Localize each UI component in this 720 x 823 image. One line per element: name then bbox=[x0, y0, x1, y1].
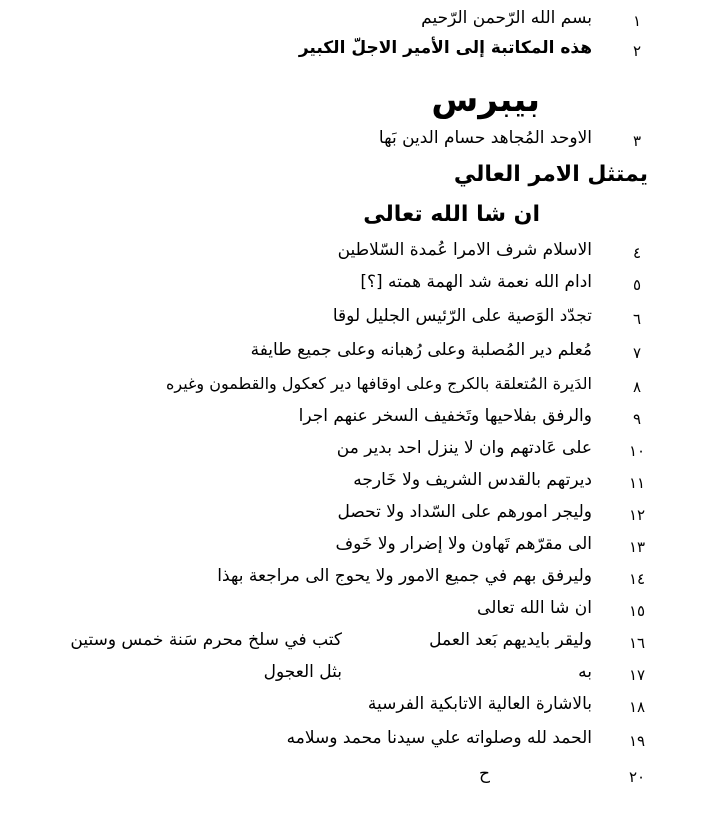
line-number: ٥ bbox=[632, 276, 642, 294]
text-line bbox=[0, 564, 720, 594]
line-text: الاوحد المُجاهد حسام الدين بَها bbox=[378, 128, 592, 148]
line-number: ١٦ bbox=[628, 634, 646, 652]
text-line bbox=[0, 692, 720, 722]
line-text: به bbox=[578, 662, 592, 682]
text-line bbox=[0, 660, 720, 690]
line-number: ١١ bbox=[628, 474, 646, 492]
line-text: بسم الله الرّحمن الرّحيم bbox=[421, 8, 592, 28]
line-number: ٩ bbox=[632, 410, 642, 428]
line-text: الى مقرّهم تَهاون ولا إضرار ولا خَوف bbox=[335, 534, 592, 554]
line-number: ٣ bbox=[632, 132, 642, 150]
line-text: ان شا الله تعالى bbox=[477, 598, 592, 618]
line-number: ٤ bbox=[632, 244, 642, 262]
line-number: ٦ bbox=[632, 310, 642, 328]
line-number: ٨ bbox=[632, 378, 642, 396]
line-text-left: بثل العجول bbox=[263, 662, 342, 682]
text-line bbox=[0, 6, 720, 36]
line-number: ١٠ bbox=[628, 442, 646, 460]
line-number: ٢٠ bbox=[628, 768, 646, 786]
line-number: ١٧ bbox=[628, 666, 646, 684]
text-line bbox=[0, 596, 720, 626]
text-line bbox=[0, 36, 720, 66]
line-text: مُعلم دير المُصلبة وعلى رُهبانه وعلى جميع طايفة bbox=[250, 340, 592, 360]
text-line bbox=[0, 126, 720, 156]
line-text: الحمد لله وصلواته علي سيدنا محمد وسلامه bbox=[286, 728, 592, 748]
line-text: على عَادتهم وان لا ينزل احد بدير من bbox=[336, 438, 592, 458]
line-text: والرفق بفلاحيها وتَخفيف السخر عنهم اجرا bbox=[298, 406, 592, 426]
line-text: بالاشارة العالية الاتابكية الفرسية bbox=[367, 694, 592, 714]
text-line bbox=[0, 726, 720, 756]
line-number: ٧ bbox=[632, 344, 642, 362]
line-number: ١٢ bbox=[628, 506, 646, 524]
text-line bbox=[0, 404, 720, 434]
text-line bbox=[0, 500, 720, 530]
line-text: ح bbox=[479, 764, 490, 784]
line-number: ١٨ bbox=[628, 698, 646, 716]
text-line bbox=[0, 238, 720, 268]
text-line bbox=[0, 468, 720, 498]
line-text-left: كتب في سلخ محرم سَنة خمس وستين bbox=[70, 630, 342, 650]
line-text: هذه المكاتبة إلى الأمير الاجلّ الكبير bbox=[298, 38, 592, 58]
line-number: ١٣ bbox=[628, 538, 646, 556]
heading-order: يمتثل الامر العالي bbox=[453, 162, 648, 187]
line-number: ٢ bbox=[632, 42, 642, 60]
text-line bbox=[0, 762, 720, 792]
line-text: تجدّد الوَصية على الرّئيس الجليل لوقا bbox=[332, 306, 592, 326]
line-number: ١ bbox=[632, 12, 642, 30]
text-line bbox=[0, 338, 720, 368]
heading-name: بيبرس bbox=[431, 80, 540, 120]
line-number: ١٤ bbox=[628, 570, 646, 588]
line-text: وليجر امورهم على السّداد ولا تحصل bbox=[337, 502, 592, 522]
line-number: ١٩ bbox=[628, 732, 646, 750]
line-text: الدَيرة المُتعلقة بالكرج وعلى اوقافها دير كعكول والقطمون وغيره bbox=[166, 374, 592, 393]
text-line bbox=[0, 304, 720, 334]
text-line bbox=[0, 372, 720, 402]
heading-inshallah: ان شا الله تعالى bbox=[363, 202, 540, 227]
line-text: وليرفق بهم في جميع الامور ولا يحوج الى مراجعة بهذا bbox=[217, 566, 592, 586]
text-line bbox=[0, 532, 720, 562]
line-text: ادام الله نعمة شد الهمة همته [؟] bbox=[360, 272, 592, 292]
line-text: وليقر بايديهم بَعد العمل bbox=[429, 630, 592, 650]
text-line bbox=[0, 270, 720, 300]
text-line bbox=[0, 628, 720, 658]
line-text: ديرتهم بالقدس الشريف ولا خَارجه bbox=[353, 470, 592, 490]
line-text: الاسلام شرف الامرا عُمدة السّلاطين bbox=[337, 240, 592, 260]
text-line bbox=[0, 436, 720, 466]
line-number: ١٥ bbox=[628, 602, 646, 620]
